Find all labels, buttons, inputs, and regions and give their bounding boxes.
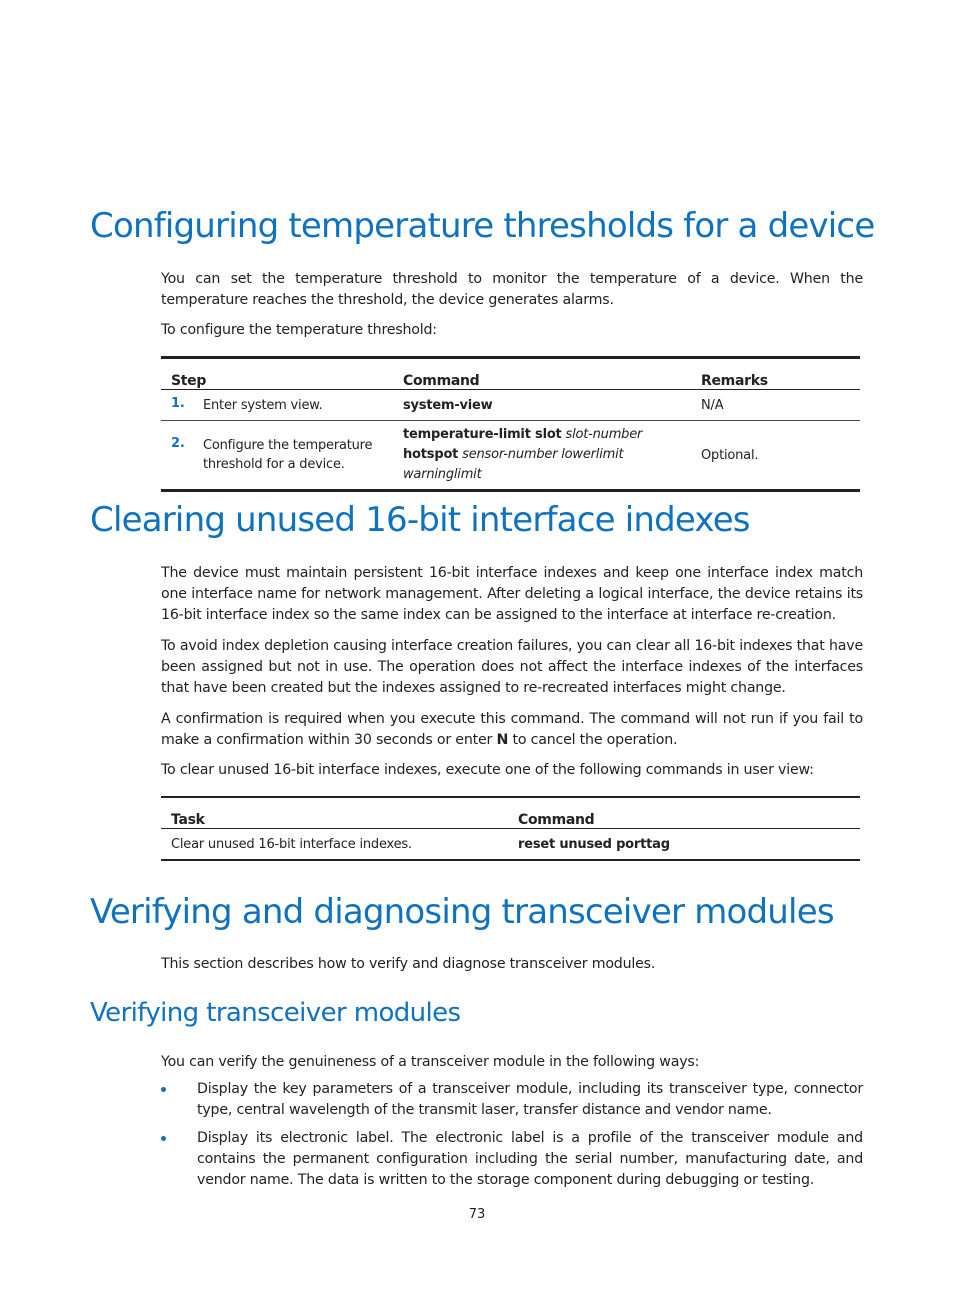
cancel-key: N <box>496 732 509 748</box>
bullet-icon <box>161 1087 166 1092</box>
table-clear-indexes <box>161 796 860 861</box>
paragraph-clearing-3 <box>161 709 863 751</box>
paragraph-clearing-lead: To clear unused 16-bit interface indexes, execute one of the following commands in user view: <box>161 762 814 778</box>
table-cell-command <box>393 390 691 421</box>
table-row <box>161 829 860 861</box>
list-item <box>161 1128 863 1191</box>
command-keyword: hotspot <box>403 447 459 462</box>
subheading-verifying-transceiver: Verifying transceiver modules <box>90 998 461 1028</box>
paragraph-temperature-intro: You can set the temperature threshold to monitor the temperature of a device. When the temperature reaches the threshold, the device generates alarms. <box>161 271 863 308</box>
table-header-remarks: Remarks <box>691 358 860 390</box>
page-number: 73 <box>468 1207 486 1222</box>
list-item-text: Display the key parameters of a transceiver module, including its transceiver type, connector type, central wavelength of the transmit laser, transfer distance and vendor name. <box>197 1081 863 1118</box>
table-header-step: Step <box>161 358 393 390</box>
table-cell-remarks: Optional. <box>701 447 759 463</box>
table-temperature-steps <box>161 356 860 492</box>
table-header-command: Command <box>508 797 860 829</box>
paragraph-text: to cancel the operation. <box>508 732 678 748</box>
command-argument: sensor-number lowerlimit warninglimit <box>403 447 624 482</box>
table-cell-step <box>161 390 393 421</box>
heading-temperature-thresholds: Configuring temperature thresholds for a device <box>90 206 875 246</box>
paragraph-clearing-2: To avoid index depletion causing interface creation failures, you can clear all 16-bit indexes that have been assigned but not in use. The operation does not affect the interface indexes of the interfaces that have been created but the indexes assigned to re-recreated interfaces might change. <box>161 638 863 696</box>
table-cell-remarks: N/A <box>691 390 860 421</box>
table-header-command: Command <box>393 358 691 390</box>
table-row <box>161 421 860 491</box>
list-item-text: Display its electronic label. The electronic label is a profile of the transceiver module and contains the permanent configuration including the serial number, manufacturing date, and vendor name. The data is written to the storage component during debugging or testing. <box>197 1130 863 1188</box>
list-item <box>161 1079 863 1121</box>
table-cell-task: Clear unused 16-bit interface indexes. <box>171 836 412 852</box>
paragraph-transceiver-intro: This section describes how to verify and diagnose transceiver modules. <box>161 956 656 972</box>
command-keyword: system-view <box>403 397 493 413</box>
step-number: 2. <box>171 436 185 451</box>
command-keyword: reset unused porttag <box>518 836 670 852</box>
paragraph-temperature-lead: To configure the temperature threshold: <box>161 322 437 338</box>
step-number: 1. <box>171 395 185 411</box>
paragraph-verifying-intro: You can verify the genuineness of a transceiver module in the following ways: <box>161 1054 700 1070</box>
step-text: Configure the temperature threshold for a device. <box>203 438 373 472</box>
command-keyword: temperature-limit slot <box>403 427 562 442</box>
table-cell-step <box>161 421 393 491</box>
heading-clearing-indexes: Clearing unused 16-bit interface indexes <box>90 500 750 540</box>
step-text: Enter system view. <box>203 397 323 413</box>
table-row <box>161 390 860 421</box>
table-header-task: Task <box>161 797 508 829</box>
table-cell-command <box>393 421 691 491</box>
heading-transceiver-modules: Verifying and diagnosing transceiver modules <box>90 892 834 932</box>
command-argument: slot-number <box>565 427 643 442</box>
table-cell-command <box>508 829 860 861</box>
paragraph-clearing-1: The device must maintain persistent 16-bit interface indexes and keep one interface index match one interface name for network management. After deleting a logical interface, the device retains its 16-bit interface index so the same index can be assigned to the interface at interface re-creation. <box>161 565 863 623</box>
paragraph-text: A confirmation is required when you execute this command. The command will not run if you fail to make a confirmation within 30 seconds or enter <box>161 711 863 748</box>
bullet-icon <box>161 1136 166 1141</box>
